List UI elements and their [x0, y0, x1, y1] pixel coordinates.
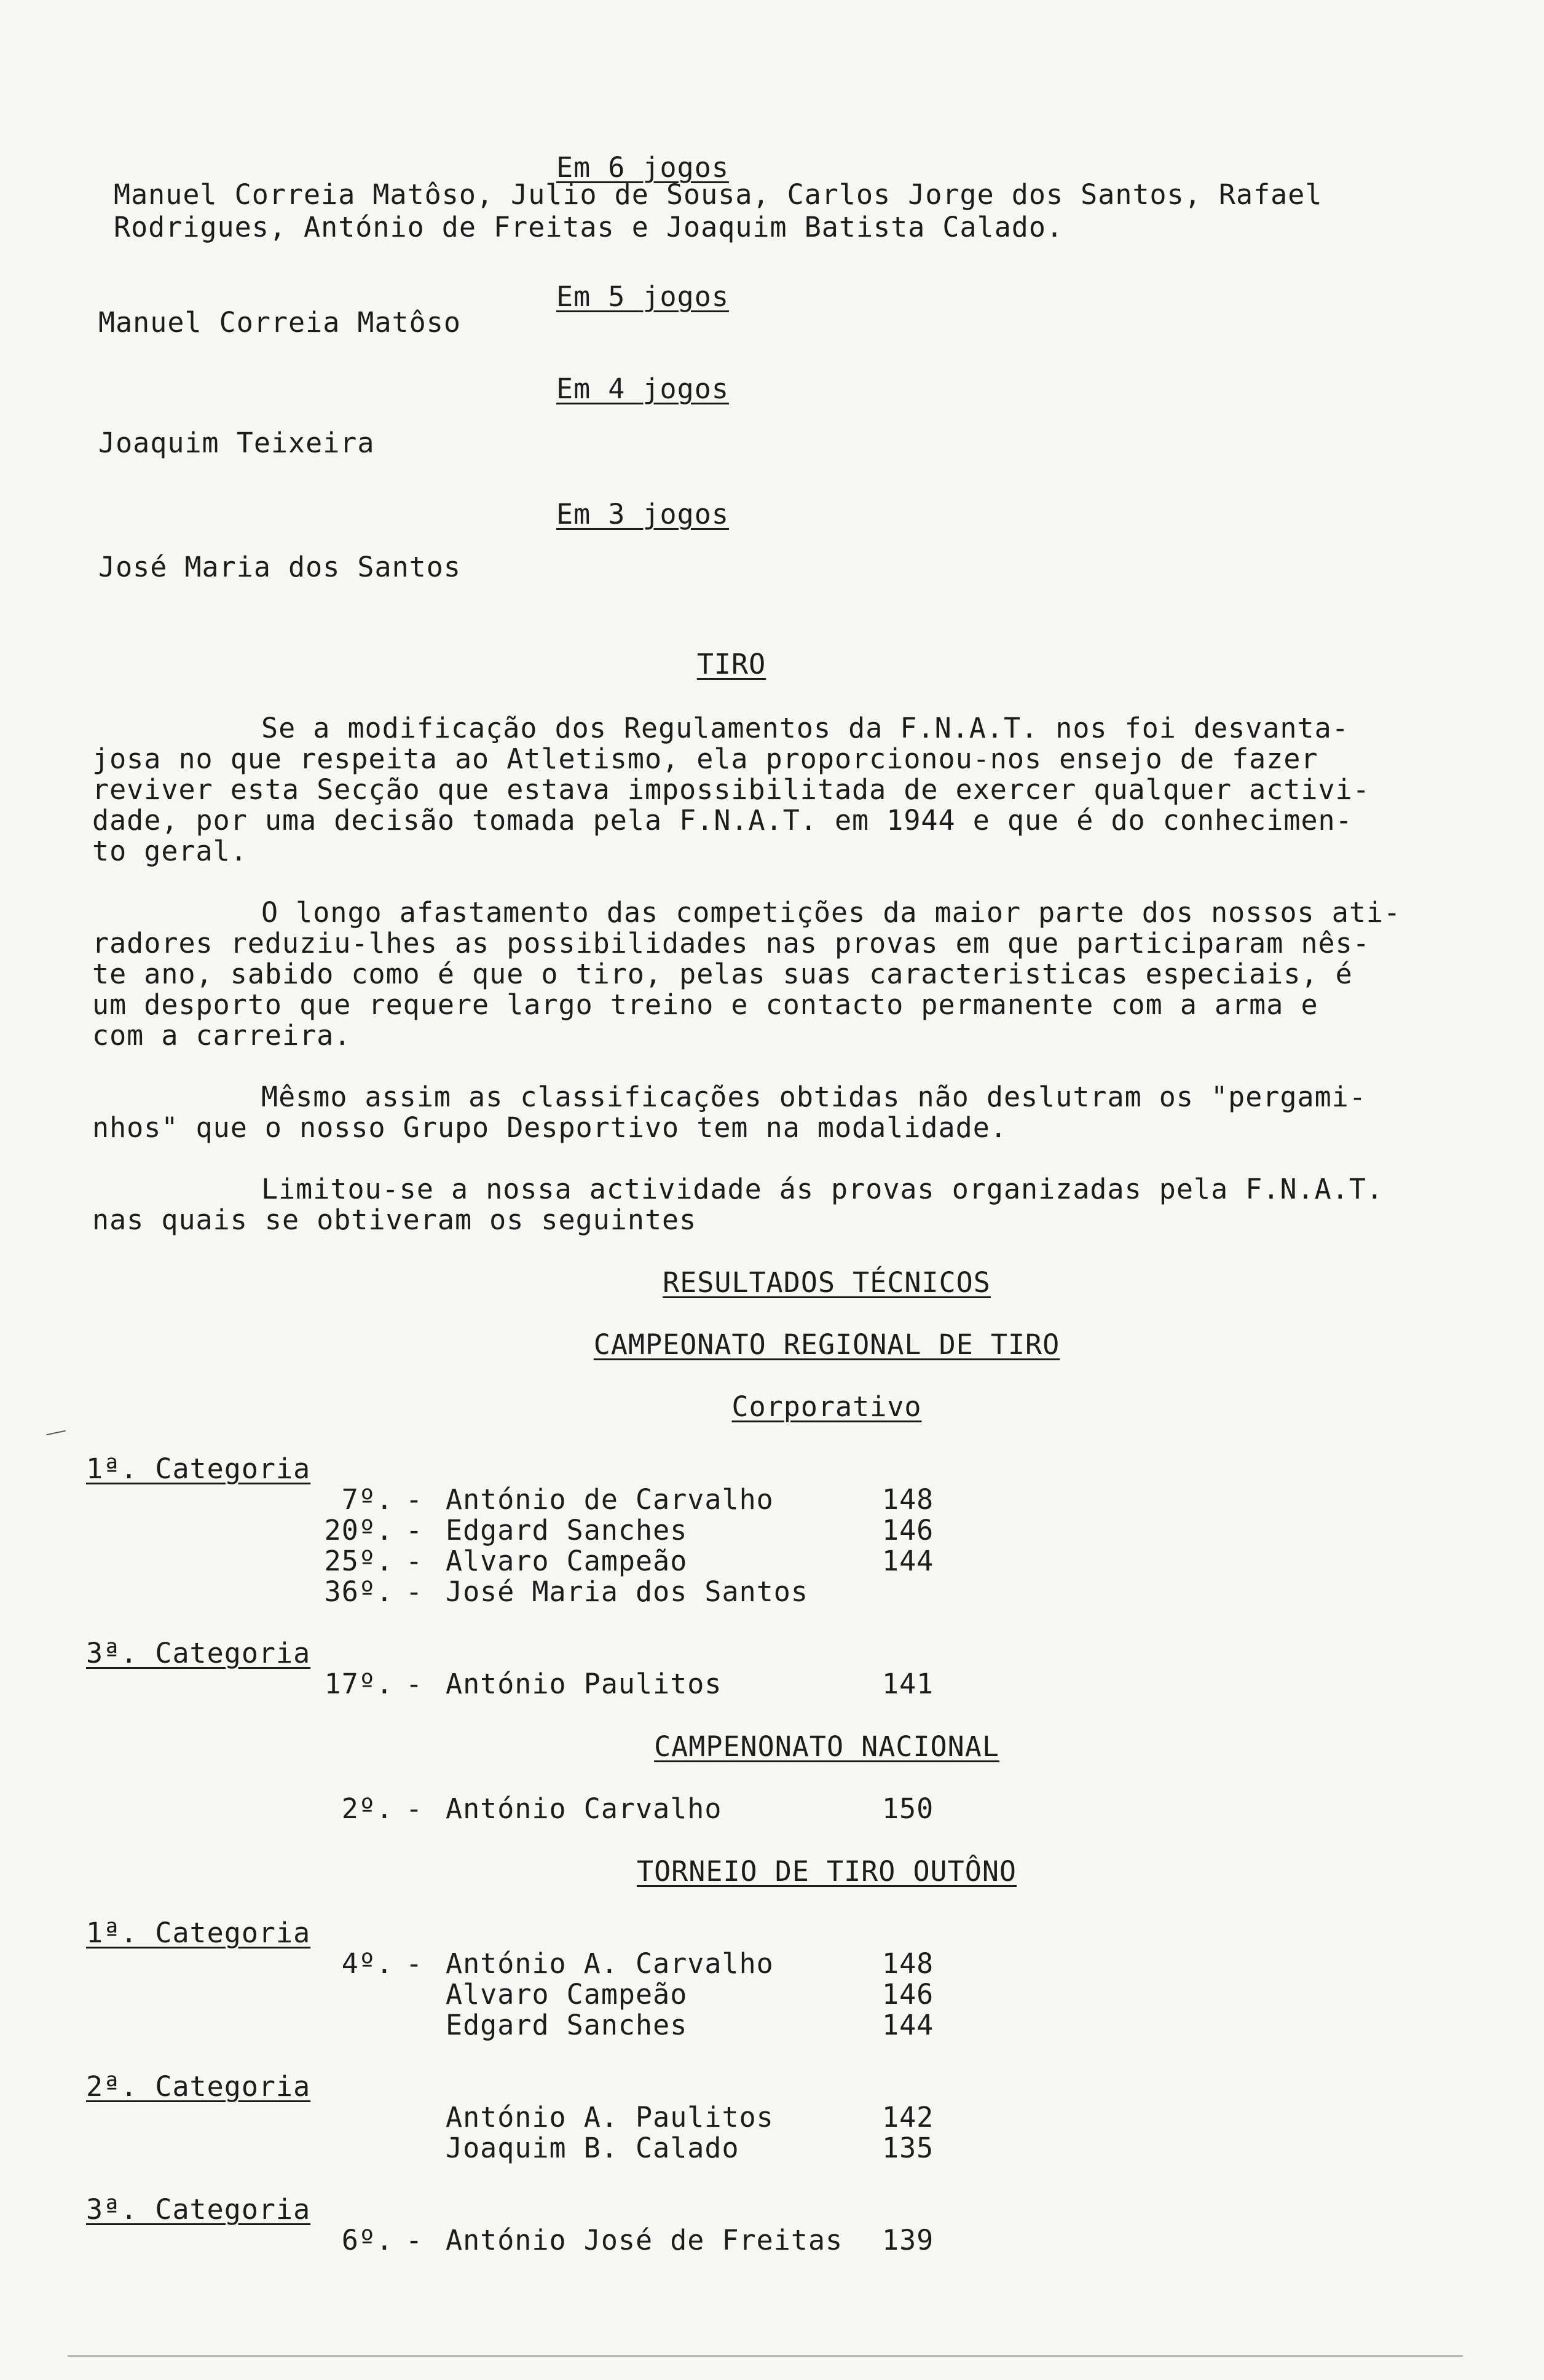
- em-6-jogos-line-1: Manuel Correia Matôso, Julio de Sousa, Carlos Jorge dos Santos, Rafael: [114, 178, 1323, 211]
- paragraph-3-line-1: Mêsmo assim as classificações obtidas não deslutram os "pergami-: [261, 1081, 1366, 1113]
- em-3-jogos-name: José Maria dos Santos: [98, 551, 461, 583]
- paragraph-2-line-4: um desporto que requere largo treino e contacto permanente com a arma e: [92, 988, 1318, 1021]
- resultados-tecnicos-title: RESULTADOS TÉCNICOS: [663, 1266, 991, 1299]
- result-pos: 25º.: [324, 1545, 393, 1577]
- margin-mark: [46, 1430, 66, 1436]
- result-name: António Paulitos: [446, 1668, 722, 1700]
- result-score: 146: [882, 1978, 934, 2011]
- outono-cat2-label: 2ª. Categoria: [86, 2070, 311, 2103]
- result-name: Edgard Sanches: [446, 2009, 688, 2041]
- outono-cat3-label: 3ª. Categoria: [86, 2193, 311, 2226]
- result-dash: -: [406, 1483, 423, 1516]
- paragraph-2-line-1: O longo afastamento das competições da maior parte dos nossos ati-: [261, 896, 1401, 929]
- heading-em-6-jogos: Em 6 jogos: [556, 151, 729, 184]
- paragraph-2-line-3: te ano, sabido como é que o tiro, pelas suas caracteristicas especiais, é: [92, 958, 1353, 990]
- result-pos: 20º.: [324, 1514, 393, 1547]
- paragraph-1-line-4: dade, por uma decisão tomada pela F.N.A.T. em 1944 e que é do conhecimen-: [92, 804, 1353, 837]
- torneio-outono-title: TORNEIO DE TIRO OUTÔNO: [636, 1855, 1017, 1888]
- result-name: Alvaro Campeão: [446, 1978, 688, 2011]
- paragraph-2-line-2: radores reduziu-lhes as possibilidades nas provas em que participaram nês-: [92, 927, 1370, 959]
- paragraph-3-line-2: nhos" que o nosso Grupo Desportivo tem na modalidade.: [92, 1111, 1007, 1144]
- result-name: Edgard Sanches: [446, 1514, 688, 1547]
- result-name: António de Carvalho: [446, 1483, 774, 1516]
- result-pos: 2º.: [341, 1792, 393, 1825]
- paragraph-1-line-5: to geral.: [92, 835, 248, 867]
- paragraph-1-line-2: josa no que respeita ao Atletismo, ela proporcionou-nos ensejo de fazer: [92, 743, 1318, 775]
- heading-em-5-jogos: Em 5 jogos: [556, 280, 729, 313]
- result-score: 148: [882, 1947, 934, 1980]
- result-dash: -: [406, 1947, 423, 1980]
- result-dash: -: [406, 1575, 423, 1608]
- result-name: António A. Paulitos: [446, 2101, 774, 2134]
- result-pos: 17º.: [324, 1668, 393, 1700]
- paragraph-4-line-1: Limitou-se a nossa actividade ás provas organizadas pela F.N.A.T.: [261, 1173, 1384, 1205]
- result-score: 141: [882, 1668, 934, 1700]
- result-score: 146: [882, 1514, 934, 1547]
- result-score: 135: [882, 2132, 934, 2164]
- result-dash: -: [406, 2224, 423, 2256]
- result-dash: -: [406, 1668, 423, 1700]
- result-score: 148: [882, 1483, 934, 1516]
- paragraph-1-line-3: reviver esta Secção que estava impossibilitada de exercer qualquer activi-: [92, 773, 1370, 806]
- campeonato-nacional-title: CAMPENONATO NACIONAL: [654, 1730, 999, 1763]
- result-score: 144: [882, 2009, 934, 2041]
- result-score: 142: [882, 2101, 934, 2134]
- regional-cat1-label: 1ª. Categoria: [86, 1452, 311, 1485]
- result-dash: -: [406, 1514, 423, 1547]
- regional-cat3-label: 3ª. Categoria: [86, 1637, 311, 1669]
- bottom-rule: [68, 2355, 1463, 2357]
- result-name: José Maria dos Santos: [446, 1575, 808, 1608]
- heading-em-4-jogos: Em 4 jogos: [556, 372, 729, 405]
- result-name: António A. Carvalho: [446, 1947, 774, 1980]
- corporativo-subtitle: Corporativo: [731, 1390, 922, 1423]
- result-name: Joaquim B. Calado: [446, 2132, 739, 2164]
- campeonato-regional-title: CAMPEONATO REGIONAL DE TIRO: [593, 1328, 1060, 1361]
- result-dash: -: [406, 1545, 423, 1577]
- result-dash: -: [406, 1792, 423, 1825]
- result-score: 144: [882, 1545, 934, 1577]
- paragraph-1-line-1: Se a modificação dos Regulamentos da F.N.A.T. nos foi desvanta-: [261, 712, 1349, 744]
- result-name: Alvaro Campeão: [446, 1545, 688, 1577]
- result-name: António José de Freitas: [446, 2224, 843, 2256]
- result-pos: 4º.: [341, 1947, 393, 1980]
- result-pos: 6º.: [341, 2224, 393, 2256]
- result-name: António Carvalho: [446, 1792, 722, 1825]
- result-pos: 36º.: [324, 1575, 393, 1608]
- result-pos: 7º.: [341, 1483, 393, 1516]
- em-6-jogos-line-2: Rodrigues, António de Freitas e Joaquim Batista Calado.: [114, 211, 1064, 243]
- paragraph-2-line-5: com a carreira.: [92, 1019, 352, 1052]
- em-4-jogos-name: Joaquim Teixeira: [98, 427, 375, 459]
- paragraph-4-line-2: nas quais se obtiveram os seguintes: [92, 1204, 697, 1236]
- result-score: 150: [882, 1792, 934, 1825]
- result-score: 139: [882, 2224, 934, 2256]
- outono-cat1-label: 1ª. Categoria: [86, 1917, 311, 1949]
- section-title-tiro: TIRO: [696, 648, 766, 680]
- em-5-jogos-name: Manuel Correia Matôso: [98, 306, 461, 339]
- heading-em-3-jogos: Em 3 jogos: [556, 498, 729, 530]
